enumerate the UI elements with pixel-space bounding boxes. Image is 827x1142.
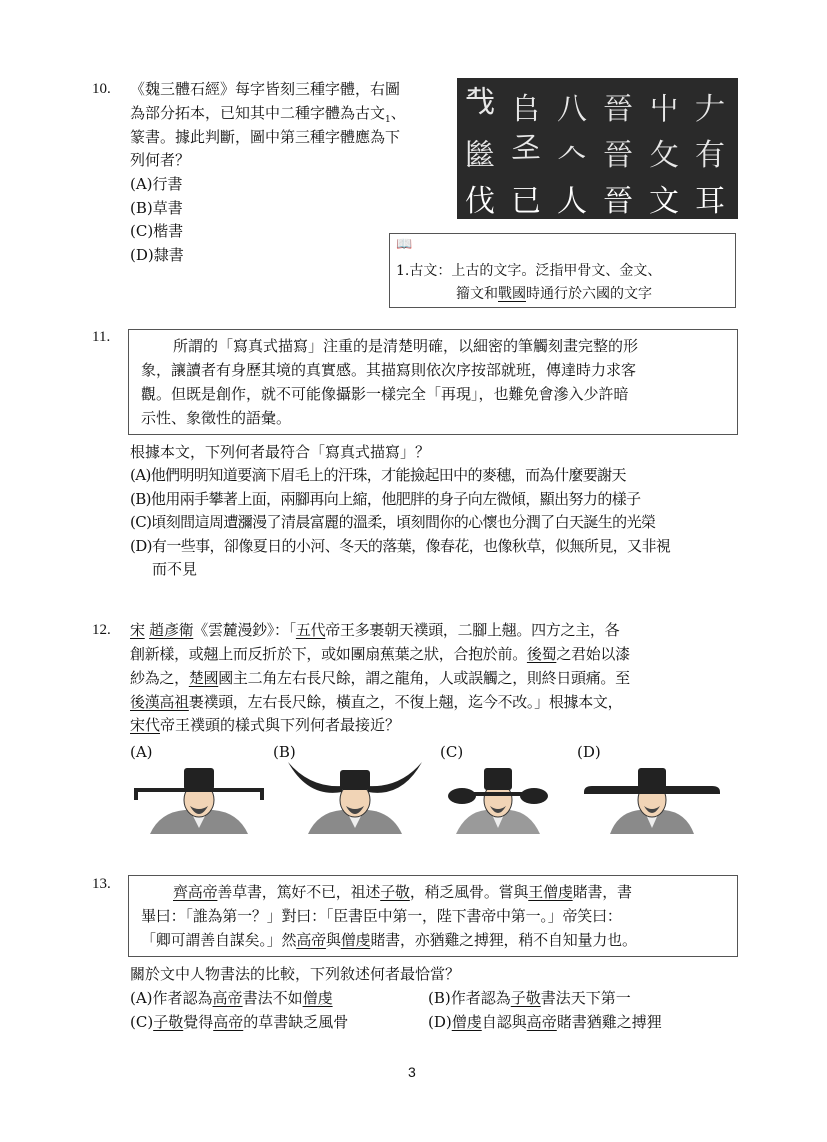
q12-figure-a-headwear[interactable] [130, 762, 268, 834]
book-icon: 📖 [396, 237, 413, 252]
q13-passage-line-1: 齊高帝善草書，篤好不已，祖述子敬，稍乏風骨。嘗與王僧虔賭書，書 [173, 883, 632, 901]
q12-line-3: 紗為之，楚國國主二角左右長尺餘，謂之龍角，人或誤觸之，則終日頭痛。至 [130, 669, 630, 687]
q12-figure-c-headwear[interactable] [442, 762, 554, 834]
q11-option-c[interactable]: (C)頃刻間這周遭瀰漫了清晨富麗的溫柔，頃刻間你的心懷也分潤了白天誕生的光榮 [130, 513, 656, 531]
page-number: 3 [408, 1064, 416, 1080]
footnote-line-2: 籀文和戰國時通行於六國的文字 [456, 286, 652, 302]
q10-option-d[interactable]: (D)隸書 [130, 246, 184, 264]
q13-option-b[interactable]: (B)作者認為子敬書法天下第一 [428, 989, 631, 1007]
q10-line-3: 篆書。據此判斷，圖中第三種字體應為下 [130, 128, 401, 146]
q12-line-5: 宋代帝王襆頭的樣式與下列何者最接近？ [130, 716, 401, 734]
q13-passage-line-3: 「卿可謂善自謀矣。」然高帝與僧虔賭書，亦猶雞之搏狸，稍不自知量力也。 [141, 931, 637, 949]
q10-line-4: 列何者？ [130, 151, 191, 169]
q11-question: 根據本文，下列何者最符合「寫真式描寫」？ [130, 443, 431, 461]
q13-passage-box [128, 875, 738, 957]
q13-option-a[interactable]: (A)作者認為高帝書法不如僧虔 [130, 989, 333, 1007]
q11-passage-line-2: 象，讓讀者有身歷其境的真實感。其描寫則依次序按部就班，傳達時力求客 [141, 361, 637, 379]
q11-passage-box [128, 329, 738, 435]
q10-number: 10. [92, 81, 111, 97]
q12-line-4: 後漢高祖裹襆頭，左右長尺餘，橫直之，不復上翹，迄今不改。」根據本文， [130, 693, 623, 711]
q12-number: 12. [92, 622, 111, 638]
q13-option-c[interactable]: (C)子敬覺得高帝的草書缺乏風骨 [130, 1013, 349, 1031]
q11-option-b[interactable]: (B)他用兩手攀著上面，兩腳再向上縮，他肥胖的身子向左微傾，顯出努力的樣子 [130, 490, 641, 508]
q11-option-a[interactable]: (A)他們明明知道要滴下眉毛上的汗珠，才能撿起田中的麥穗，而為什麼要謝天 [130, 466, 626, 484]
q11-option-d[interactable]: (D)有一些事，卻像夏日的小河、冬天的落葉，像春花，也像秋草，似無所見，又非視 [130, 537, 671, 555]
q11-passage-line-3: 觀。但既是創作，就不可能像攝影一樣完全「再現」，也難免會滲入少許暗 [141, 385, 629, 403]
q13-passage-line-2: 畢曰：「誰為第一？」對曰：「臣書臣中第一，陛下書帝中第一。」帝笑曰： [141, 907, 622, 925]
q11-passage-line-4: 示性、象徵性的語彙。 [141, 409, 292, 427]
q11-option-d-continued: 而不見 [152, 560, 198, 578]
q12-option-d-label[interactable]: (D) [577, 743, 601, 761]
q12-line-2: 創新樣，或翹上而反折於下，或如團扇蕉葉之狀，合抱於前。後蜀之君始以漆 [130, 645, 630, 663]
q12-option-c-label[interactable]: (C) [440, 743, 464, 761]
q10-line-2: 為部分拓本，已知其中二種字體為古文$_1$、 [130, 104, 406, 125]
q12-option-b-label[interactable]: (B) [273, 743, 296, 761]
q13-option-d[interactable]: (D)僧虔自認與高帝賭書猶雞之搏狸 [428, 1013, 662, 1031]
q12-figure-b-headwear[interactable] [280, 762, 430, 834]
q10-footnote-box [389, 233, 736, 308]
stone-classic-rubbing-image: 𢦔 𠂤 八 晉 屮 𠂇 㡭 𢀖 𠆢 晉 攵 有 伐 已 人 晉 文 耳 [457, 78, 738, 219]
q12-figure-d-headwear[interactable] [582, 762, 722, 834]
q10-option-c[interactable]: (C)楷書 [130, 222, 184, 240]
q10-option-b[interactable]: (B)草書 [130, 199, 183, 217]
footnote-marker: 1 [385, 115, 391, 125]
q10-option-a[interactable]: (A)行書 [130, 175, 183, 193]
q13-question: 關於文中人物書法的比較，下列敘述何者最恰當？ [130, 965, 461, 983]
footnote-line-1: 1.古文：上古的文字。泛指甲骨文、金文、 [396, 263, 662, 279]
q12-option-a-label[interactable]: (A) [130, 743, 153, 761]
q10-line-1: 《魏三體石經》每字皆刻三種字體，右圖 [130, 80, 401, 98]
q13-number: 13. [92, 876, 111, 892]
q11-passage-line-1: 所謂的「寫真式描寫」注重的是清楚明確，以細密的筆觸刻畫完整的形 [173, 337, 639, 355]
q12-line-1: 宋 趙彥衛《雲麓漫鈔》：「五代帝王多裹朝天襆頭，二腳上翹。四方之主，各 [130, 621, 620, 639]
q11-number: 11. [92, 329, 111, 345]
